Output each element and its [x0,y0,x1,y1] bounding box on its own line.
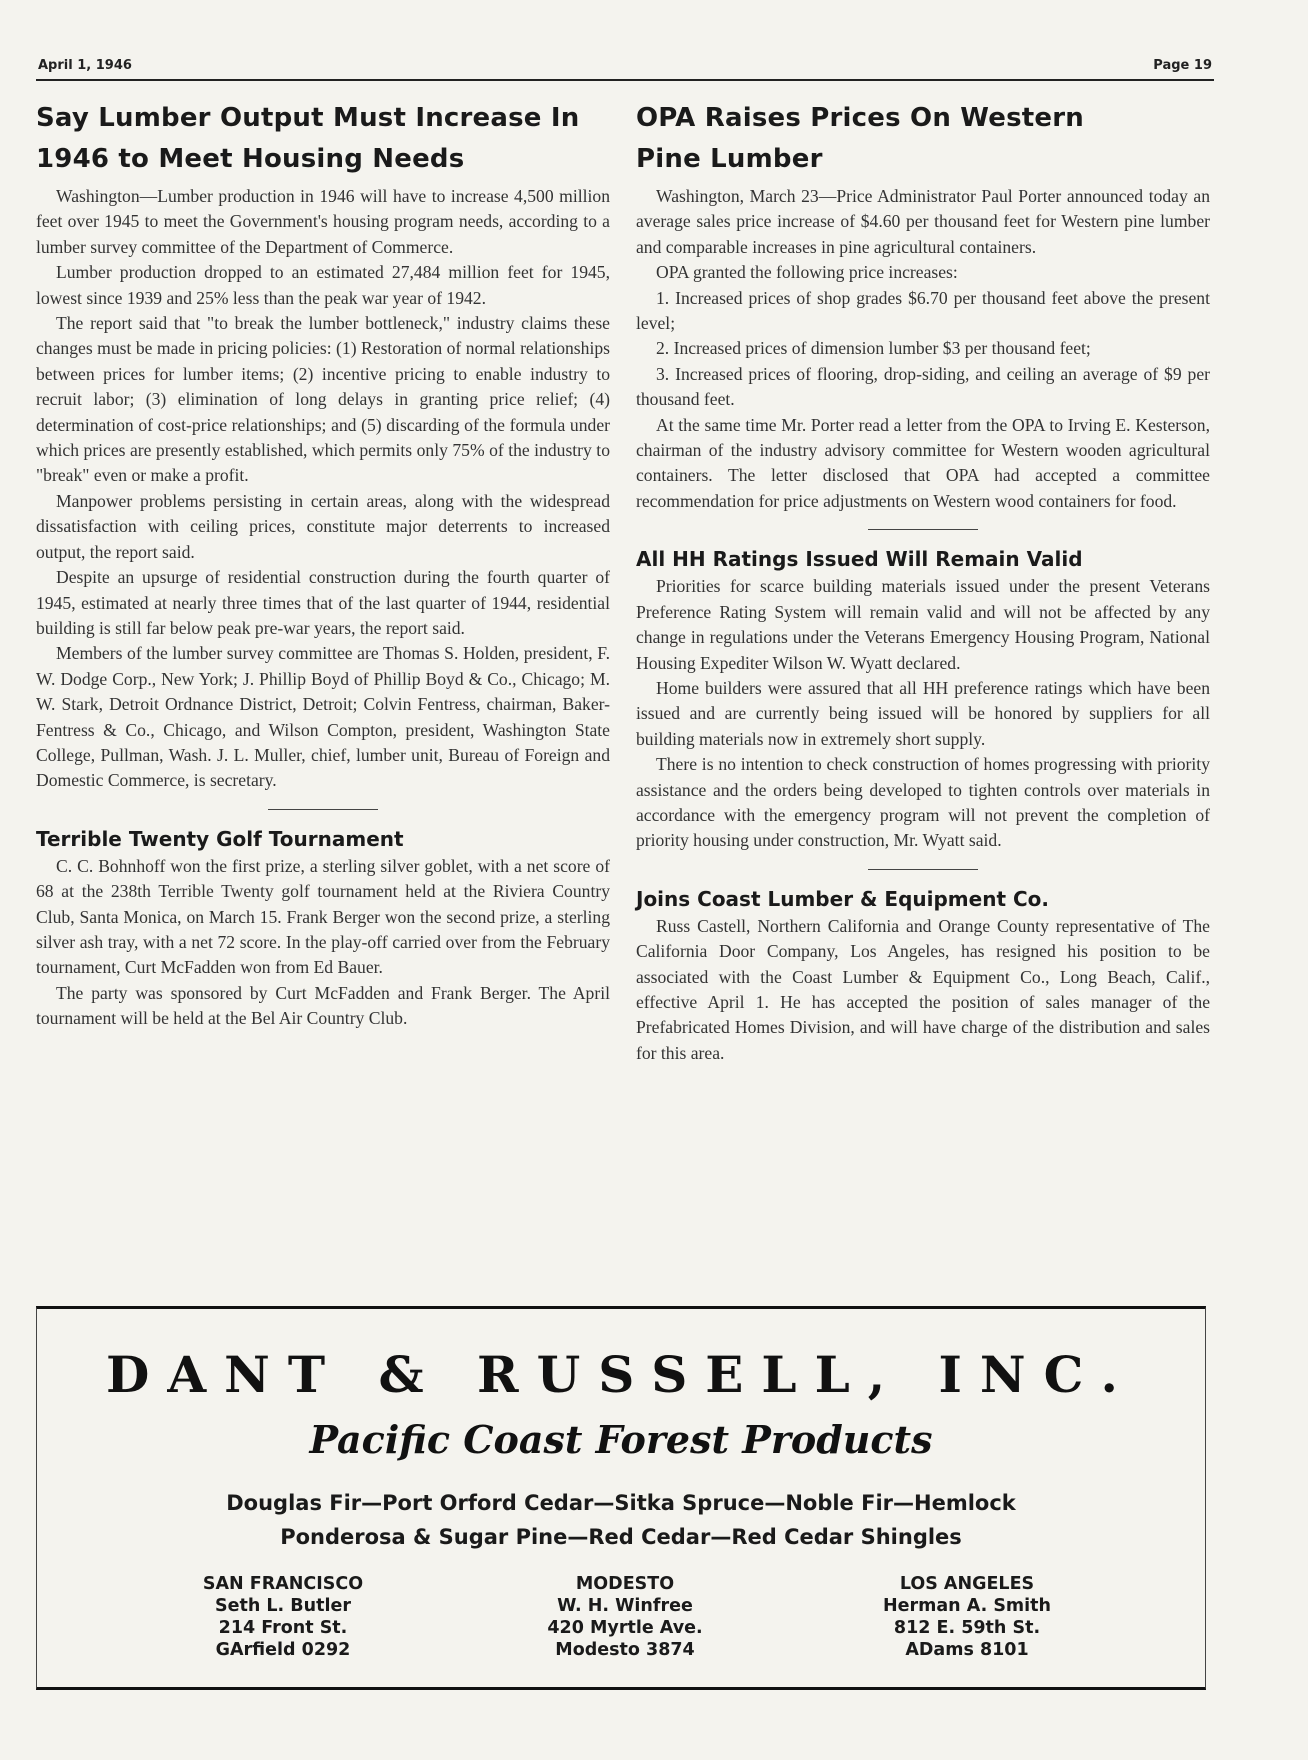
headline-line-2: Pine Lumber [636,144,823,174]
ad-company-name: DANT & RUSSELL, INC. [106,1345,1136,1404]
opa-prices-headline [636,98,1210,180]
office-contact: Herman A. Smith [882,1596,1051,1616]
office-san-francisco [153,1573,413,1661]
article-divider [868,869,978,870]
office-city: LOS ANGELES [899,1574,1035,1594]
office-city: MODESTO [575,1574,675,1594]
article-paragraph: Washington, March 23—Price Administrator Paul Porter announced today an average sales price increase of $4.60 per thousand feet for Western pine lumber and comparable increases in pine agricultural containers. [636,186,1210,257]
article-paragraph: Home builders were assured that all HH preference ratings which have been issued and are currently being issued will be honored by suppliers for all building materials now in extremely short supply. [636,677,1210,749]
article-divider [868,529,978,530]
ad-products-line-1: Douglas Fir—Port Orford Cedar—Sitka Spruce—Noble Fir—Hemlock [226,1491,1016,1515]
article-paragraph: There is no intention to check construction of homes progressing with priority assistance and the orders being developed to tighten controls over materials in accordance with the emergency program will not prevent the completion of priority housing under construction, Mr. Wyatt said. [636,754,1210,851]
article-paragraph: Lumber production dropped to an estimated 27,484 million feet for 1945, lowest since 1939 and 25% less than the peak war year of 1942. [36,262,610,308]
article-paragraph: Priorities for scarce building materials issued under the present Veterans Preference Rating System will remain valid and will not be affected by any change in regulations under the Veterans Emergency Housing Program, National Housing Expediter Wilson W. Wyatt declared. [636,576,1210,673]
article-paragraph: 3. Increased prices of flooring, drop-siding, and ceiling an average of $9 per thousand feet. [636,363,1210,410]
headline-line-1: OPA Raises Prices On Western [636,103,1084,133]
article-divider [268,809,378,810]
office-address: 420 Myrtle Ave. [547,1618,703,1638]
article-paragraph: Russ Castell, Northern California and Orange County representative of The California Door Company, Los Angeles, has resigned his position to be associated with the Coast Lumber & Equipment Co., Long Beach, Calif., effective April 1. He has accepted the position of sales manager of the Prefabricated Homes Division, and will have charge of the distribution and sales for this area. [636,915,1210,1063]
office-phone: Modesto 3874 [555,1640,695,1660]
issue-date: April 1, 1946 [38,58,132,73]
article-paragraph: The party was sponsored by Curt McFadden and Frank Berger. The April tournament will be held at the Bel Air Country Club. [36,982,610,1029]
office-address: 214 Front St. [218,1618,348,1638]
article-paragraph: The report said that "to break the lumber bottleneck," industry claims these changes must be made in pricing policies: (1) Restoration of normal relationships between prices for lumber items; (2) incentive pricing to enable industry to recruit labor; (3) elimination of long delays in granting price relief; (4) determination of cost-price relationships; and (5) discarding of the formula under which prices are presently established, which permits only 75% of the industry to "break" even or make a profit. [36,313,610,486]
lumber-output-headline [36,98,610,180]
page-number: Page 19 [1153,58,1212,73]
left-column [36,98,610,1032]
headline-line-2: 1946 to Meet Housing Needs [36,144,465,174]
article-paragraph: Washington—Lumber production in 1946 will have to increase 4,500 million feet over 1945 to meet the Government's housing program needs, according to a lumber survey committee of the Department of Commerce. [36,186,610,257]
article-paragraph: At the same time Mr. Porter read a letter from the OPA to Irving E. Kesterson, chairman of the industry advisory committee for Western wooden agricultural containers. The letter disclosed that OPA had accepted a committee recommendation for price adjustments on Western wood containers for food. [636,414,1210,511]
article-paragraph: Despite an upsurge of residential construction during the fourth quarter of 1945, estimated at nearly three times that of the last quarter of 1944, residential building is still far below peak pre-war years, the report said. [36,567,610,638]
article-paragraph: 1. Increased prices of shop grades $6.70 per thousand feet above the present level; [636,287,1210,334]
article-paragraph: Members of the lumber survey committee are Thomas S. Holden, president, F. W. Dodge Corp., New York; J. Phillip Boyd of Phillip Boyd & Co., Chicago; M. W. Stark, Detroit Ordnance District, Detroit; Colvin Fentress, chairman, Baker-Fentress & Co., Chicago, and Wilson Compton, president, Washington State College, Pullman, Wash. J. L. Muller, chief, lumber unit, Bureau of Foreign and Domestic Commerce, is secretary. [36,643,610,791]
right-column [636,98,1210,1066]
hh-ratings-headline: All HH Ratings Issued Will Remain Valid [636,547,1083,572]
office-phone: ADams 8101 [905,1640,1029,1660]
coast-lumber-headline: Joins Coast Lumber & Equipment Co. [636,886,1049,911]
office-contact: Seth L. Butler [215,1596,351,1616]
office-modesto [495,1573,755,1661]
office-address: 812 E. 59th St. [893,1618,1041,1638]
article-paragraph: Manpower problems persisting in certain areas, along with the widespread dissatisfaction with ceiling prices, constitute major deterrents to increased output, the report said. [36,490,610,562]
headline-line-1: Say Lumber Output Must Increase In [36,103,580,133]
ad-products-line-2: Ponderosa & Sugar Pine—Red Cedar—Red Cedar Shingles [280,1525,962,1549]
article-paragraph: 2. Increased prices of dimension lumber $3 per thousand feet; [656,338,1091,359]
article-paragraph: OPA granted the following price increases: [656,262,958,283]
header-rule [36,79,1214,81]
golf-tournament-headline: Terrible Twenty Golf Tournament [36,826,404,851]
ad-tagline: Pacific Coast Forest Products [309,1417,933,1462]
office-contact: W. H. Winfree [557,1596,693,1616]
office-city: SAN FRANCISCO [202,1574,364,1594]
dant-russell-advertisement [36,1306,1206,1690]
office-phone: GArfield 0292 [215,1640,351,1660]
article-paragraph: C. C. Bohnhoff won the first prize, a sterling silver goblet, with a net score of 68 at the 238th Terrible Twenty golf tournament held at the Riviera Country Club, Santa Monica, on March 15. Frank Berger won the second prize, a sterling silver ash tray, with a net 72 score. In the play-off carried over from the February tournament, Curt McFadden won from Ed Bauer. [36,855,610,978]
office-los-angeles [837,1573,1097,1661]
